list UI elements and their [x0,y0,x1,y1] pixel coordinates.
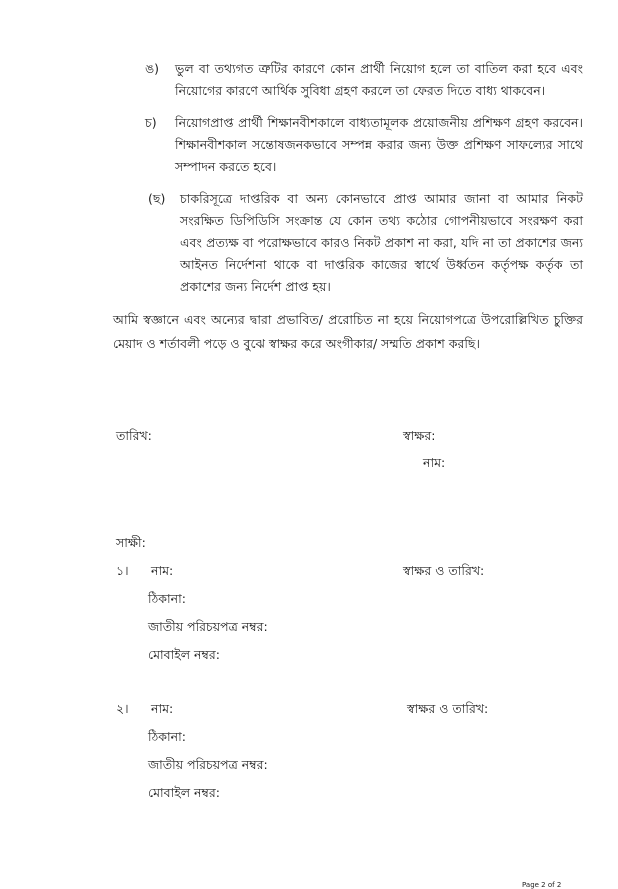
date-label: তারিখ: [116,428,152,443]
witness-nid-label: জাতীয় পরিচয়পত্র নম্বর: [148,757,268,772]
witness-heading: সাক্ষী: [116,535,146,550]
witness-name-label: নাম: [151,701,174,716]
declaration: আমি স্বজ্ঞানে এবং অন্যের দ্বারা প্রভাবিত/ প্ররোচিত না হয়ে নিয়োগপত্রে উপরোল্লিখিত চুক্তির মেয়াদ ও শর্তাবলী পড়ে ও বুঝে স্বাক্ষর করে অংগীকার/ সম্মতি প্রকাশ করছি। [113,312,583,351]
witness-1 [113,561,583,665]
witness-nid-label: জাতীয় পরিচয়পত্র নম্বর: [148,619,268,634]
witness-name-label: নাম: [151,563,174,578]
name-label: নাম: [423,455,446,470]
clause-text: ভুল বা তথ্যগত ত্রুটির কারণে কোন প্রার্থী নিয়োগ হলে তা বাতিল করা হবে এবং নিয়োগের কারণে আর্থিক সুবিধা গ্রহণ করলে তা ফেরত দিতে বাধ্য থাকবেন। [175,61,583,98]
page-number: Page 2 of 2 [522,881,562,889]
clause-uo [145,58,583,102]
witness-address-label: ঠিকানা: [148,591,186,606]
clause-chha [150,188,583,298]
clause-marker: (ছ) [148,191,166,206]
signature-block [113,426,583,473]
witness-mobile-label: মোবাইল নম্বর: [148,785,220,800]
clause-text: নিয়োগপ্রাপ্ত প্রার্থী শিক্ষানবীশকালে বাধ্যতামূলক প্রয়োজনীয় প্রশিক্ষণ গ্রহণ করবেন। শিক্ষানবীশকাল সন্তোষজনকভাবে সম্পন্ন করার জন্য উক্ত প্রশিক্ষণ সাফল্যের সাথে সম্পাদন করতে হবে। [175,115,583,174]
witness-number: ১। [116,563,129,578]
witness-2 [113,699,583,803]
witness-sign-date-label: স্বাক্ষর ও তারিখ: [403,563,485,578]
clause-marker: চ) [145,115,157,130]
witness-address-label: ঠিকানা: [148,729,186,744]
clause-cha [145,112,583,178]
clause-text: চাকরিসূত্রে দাপ্তরিক বা অন্য কোনভাবে প্রাপ্ত আমার জানা বা আমার নিকট সংরক্ষিত ডিপিডিসি সংক্রান্ত যে কোন তথ্য কঠোর গোপনীয়ভাবে সংরক্ষণ করা এবং প্রত্যক্ষ বা পরোক্ষভাবে কারও নিকট প্রকাশ না করা, যদি না তা প্রকাশের জন্য আইনত নির্দেশনা থাকে বা দাপ্তরিক কাজের স্বার্থে উর্ধ্বতন কর্তৃপক্ষ কর্তৃক তা প্রকাশের জন্য নির্দেশ প্রাপ্ত হয়। [180,191,583,294]
clause-marker: ঙ) [145,61,160,76]
signature-label: স্বাক্ষর: [403,428,436,443]
witness-sign-date-label: স্বাক্ষর ও তারিখ: [407,701,489,716]
witness-number: ২। [116,701,129,716]
witness-mobile-label: মোবাইল নম্বর: [148,647,220,662]
